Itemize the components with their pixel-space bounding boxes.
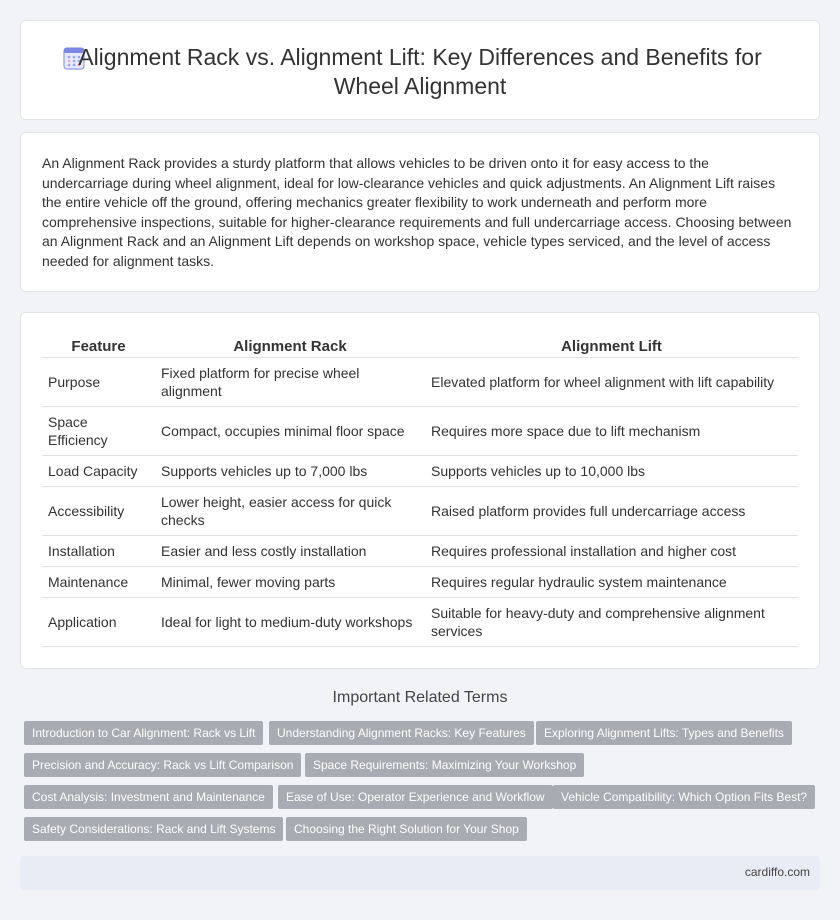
related-term-tag[interactable]: Cost Analysis: Investment and Maintenance [24, 785, 273, 809]
table-row [42, 456, 798, 487]
header-alignment-rack: Alignment Rack [155, 335, 425, 358]
intro-paragraph: An Alignment Rack provides a sturdy platform that allows vehicles to be driven onto it for easy access to the undercarriage during wheel alignment, ideal for low-clearance vehicles and quick adjustments. An Alignment Lift raises the entire vehicle off the ground, offering mechanics greater flexibility to work underneath and perform more comprehensive inspections, suitable for higher-clearance requirements and full undercarriage access. Choosing between an Alignment Rack and an Alignment Lift depends on workshop space, vehicle types serviced, and the level of access needed for alignment tasks. [42, 155, 792, 269]
cell-feature: Accessibility [42, 487, 155, 536]
related-term-tag[interactable]: Precision and Accuracy: Rack vs Lift Comparison [24, 753, 301, 777]
related-term-tag[interactable]: Understanding Alignment Racks: Key Features [269, 721, 534, 745]
cell-feature: Purpose [42, 358, 155, 407]
table-row [42, 598, 798, 647]
footer [20, 856, 820, 890]
cell-lift: Supports vehicles up to 10,000 lbs [425, 456, 798, 487]
cell-lift: Raised platform provides full undercarriage access [425, 487, 798, 536]
cell-feature: Maintenance [42, 567, 155, 598]
related-term-tag[interactable]: Ease of Use: Operator Experience and Workflow [278, 785, 553, 809]
cell-rack: Ideal for light to medium-duty workshops [155, 598, 425, 647]
header-alignment-lift: Alignment Lift [425, 335, 798, 358]
cell-lift: Suitable for heavy-duty and comprehensive alignment services [425, 598, 798, 647]
comparison-table-card [20, 312, 820, 669]
footer-site-link[interactable]: cardiffo.com [744, 865, 810, 879]
table-row [42, 487, 798, 536]
cell-lift: Requires more space due to lift mechanism [425, 407, 798, 456]
cell-rack: Easier and less costly installation [155, 536, 425, 567]
cell-rack: Supports vehicles up to 7,000 lbs [155, 456, 425, 487]
header-card [20, 20, 820, 120]
cell-feature: Load Capacity [42, 456, 155, 487]
table-row [42, 407, 798, 456]
intro-card [20, 132, 820, 292]
related-term-tag[interactable]: Introduction to Car Alignment: Rack vs Lift [24, 721, 263, 745]
cell-feature: Space Efficiency [42, 407, 155, 456]
cell-lift: Elevated platform for wheel alignment with lift capability [425, 358, 798, 407]
cell-rack: Compact, occupies minimal floor space [155, 407, 425, 456]
related-term-tag[interactable]: Vehicle Compatibility: Which Option Fits Best? [553, 785, 815, 809]
related-term-tag[interactable]: Exploring Alignment Lifts: Types and Benefits [536, 721, 792, 745]
cell-feature: Application [42, 598, 155, 647]
related-term-tag[interactable]: Choosing the Right Solution for Your Shop [286, 817, 527, 841]
cell-feature: Installation [42, 536, 155, 567]
cell-lift: Requires regular hydraulic system maintenance [425, 567, 798, 598]
cell-lift: Requires professional installation and higher cost [425, 536, 798, 567]
cell-rack: Fixed platform for precise wheel alignment [155, 358, 425, 407]
page-title: Alignment Rack vs. Alignment Lift: Key Differences and Benefits for Wheel Alignment [78, 44, 762, 99]
related-term-tag[interactable]: Space Requirements: Maximizing Your Workshop [305, 753, 584, 777]
header-feature: Feature [42, 335, 155, 358]
table-row [42, 358, 798, 407]
comparison-table [42, 335, 798, 647]
related-term-tag[interactable]: Safety Considerations: Rack and Lift Systems [24, 817, 283, 841]
cell-rack: Minimal, fewer moving parts [155, 567, 425, 598]
table-row [42, 567, 798, 598]
related-terms-title: Important Related Terms [332, 689, 508, 706]
cell-rack: Lower height, easier access for quick checks [155, 487, 425, 536]
table-row [42, 536, 798, 567]
